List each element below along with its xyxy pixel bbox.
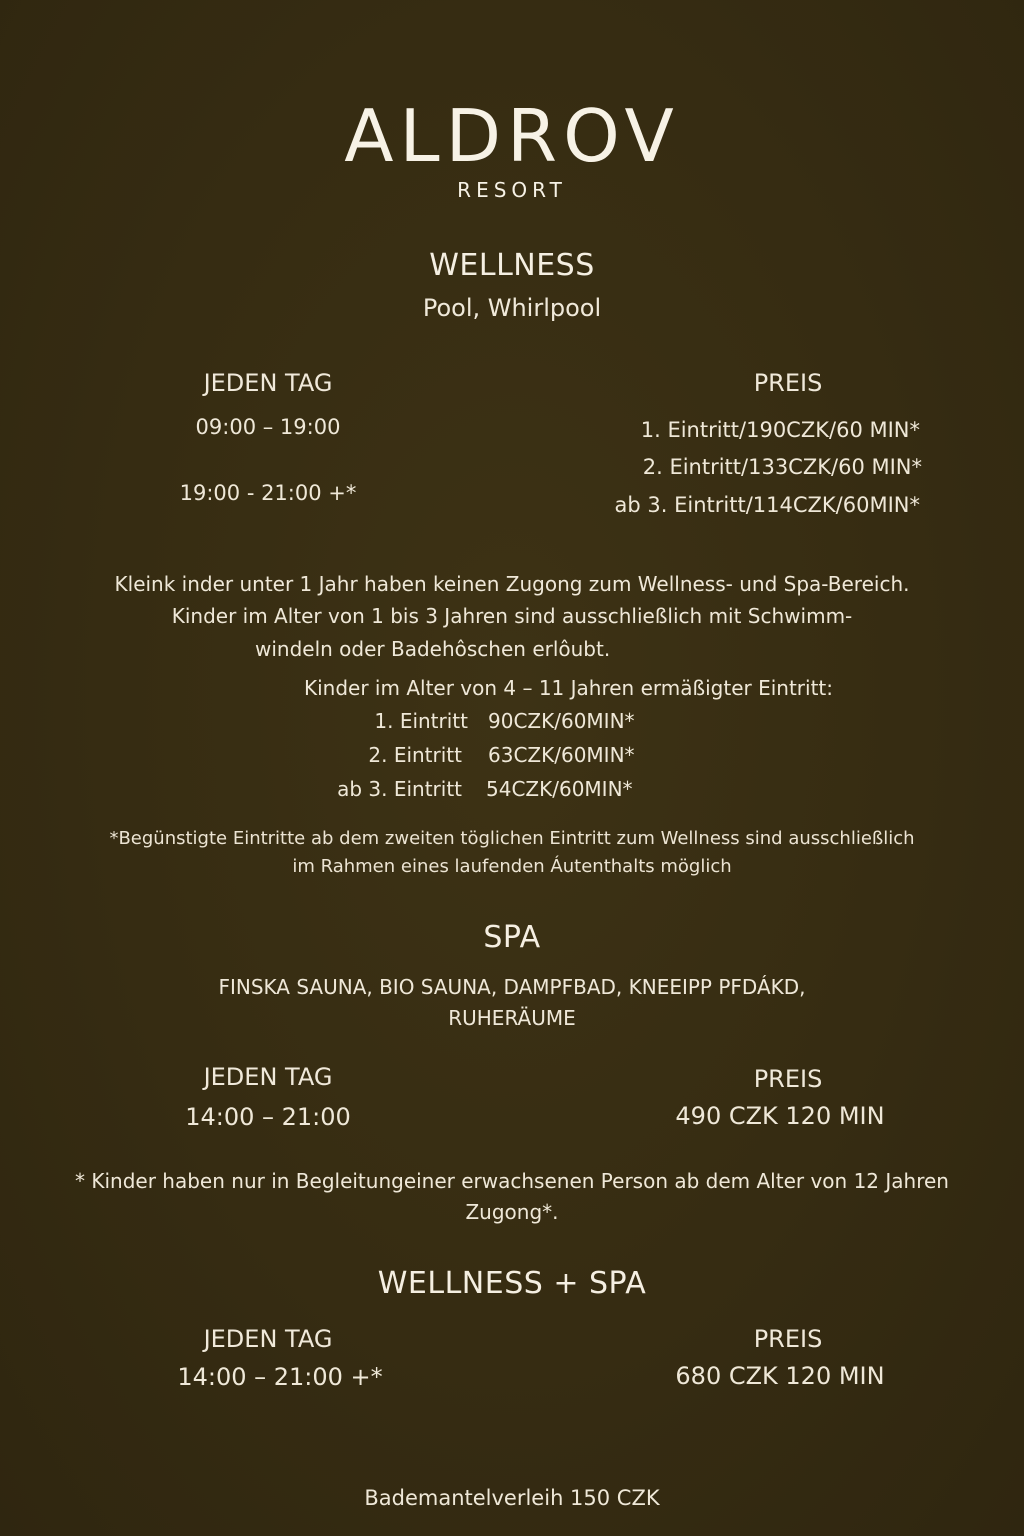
wellness-schedule-label: JEDEN TAG: [203, 369, 333, 397]
spa-price-label: PREIS: [753, 1065, 823, 1093]
spa-price: 490 CZK 120 MIN: [675, 1102, 885, 1130]
spa-title: SPA: [483, 920, 541, 955]
combo-price-label: PREIS: [753, 1325, 823, 1353]
combo-price: 680 CZK 120 MIN: [675, 1362, 885, 1390]
children-price-value: 63CZK/60MIN*: [488, 743, 635, 767]
wellness-footnote-1: *Begünstigte Eintritte ab dem zweiten töglichen Eintritt zum Wellness sind ausschließlich: [109, 828, 915, 849]
children-price-label: 1. Eintritt: [374, 709, 468, 733]
wellness-price-3: ab 3. Eintritt/114CZK/60MIN*: [614, 493, 920, 517]
wellness-price-2: 2. Eintritt/133CZK/60 MIN*: [642, 455, 922, 479]
wellness-footnote-2: im Rahmen eines laufenden Áutenthalts möglich: [292, 856, 732, 877]
spa-facilities-1: FINSKA SAUNA, BIO SAUNA, DAMPFBAD, KNEEIPP PFDÁKD,: [218, 975, 806, 999]
children-price-label: 2. Eintritt: [368, 743, 462, 767]
spa-schedule-label: JEDEN TAG: [203, 1063, 333, 1091]
wellness-note-3: windeln oder Badehôschen erlôubt.: [255, 637, 611, 661]
wellness-price-label: PREIS: [753, 369, 823, 397]
combo-time: 14:00 – 21:00 +*: [177, 1363, 383, 1391]
brand-logo: [0, 96, 1024, 202]
wellness-time-2: 19:00 - 21:00 +*: [179, 481, 357, 505]
brand-subtitle: RESORT: [457, 178, 567, 202]
spa-note-1: * Kinder haben nur in Begleitungeiner erwachsenen Person ab dem Alter von 12 Jahren: [75, 1169, 949, 1193]
bathrobe-rental: Bademantelverleih 150 CZK: [364, 1486, 660, 1510]
children-price-value: 90CZK/60MIN*: [488, 709, 635, 733]
wellness-time-1: 09:00 – 19:00: [195, 415, 341, 439]
wellness-price-1: 1. Eintritt/190CZK/60 MIN*: [640, 418, 920, 442]
spa-facilities-2: RUHERÄUME: [448, 1006, 576, 1030]
children-price-label: ab 3. Eintritt: [337, 777, 462, 801]
wellness-note-1: Kleink inder unter 1 Jahr haben keinen Zugong zum Wellness- und Spa-Bereich.: [114, 572, 910, 596]
combo-title: WELLNESS + SPA: [377, 1266, 647, 1301]
children-heading: Kinder im Alter von 4 – 11 Jahren ermäßigter Eintritt:: [304, 676, 833, 700]
combo-schedule-label: JEDEN TAG: [203, 1325, 333, 1353]
spa-time: 14:00 – 21:00: [185, 1103, 351, 1131]
spa-note-2: Zugong*.: [465, 1200, 559, 1224]
wellness-note-2: Kinder im Alter von 1 bis 3 Jahren sind ausschließlich mit Schwimm-: [171, 604, 853, 628]
wellness-title: WELLNESS: [429, 248, 595, 283]
children-price-value: 54CZK/60MIN*: [486, 777, 633, 801]
wellness-subtitle: Pool, Whirlpool: [422, 294, 602, 322]
brand-name: ALDROV: [344, 94, 680, 178]
